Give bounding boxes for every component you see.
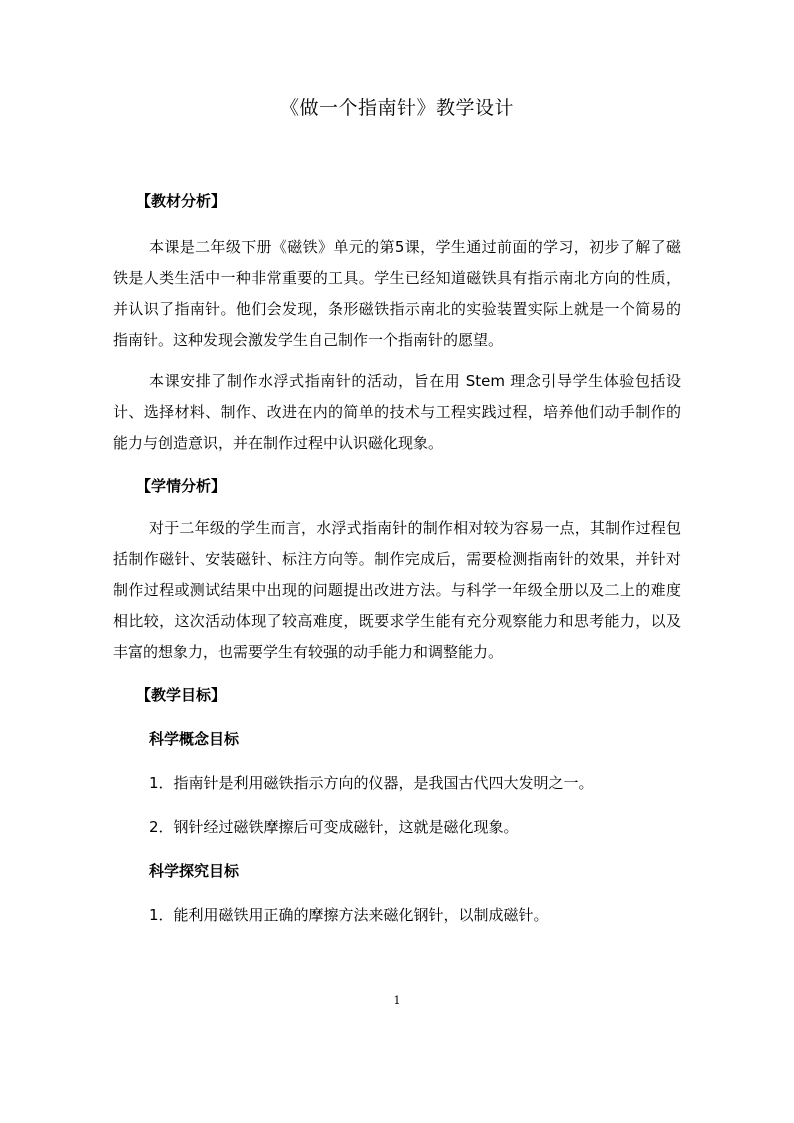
- material-analysis-heading: 【教材分析】: [136, 192, 227, 210]
- material-analysis-paragraph-2: 本课安排了制作水浮式指南针的活动，旨在用 Stem 理念引导学生体验包括设计、选择材料、制作、改进在内的简单的技术与工程实践过程，培养他们动手制作的能力与创造意识，并在制作过程中认识磁化现象。: [113, 372, 681, 452]
- document-title: 《做一个指南针》教学设计: [279, 97, 514, 119]
- page-number: 1: [393, 994, 401, 1007]
- inquiry-goal-item-1: 1．能利用磁铁用正确的摩擦方法来磁化钢针，以制成磁针。: [149, 906, 549, 924]
- student-analysis-paragraph-1: 对于二年级的学生而言，水浮式指南针的制作相对较为容易一点，其制作过程包括制作磁针、安装磁针、标注方向等。制作完成后，需要检测指南针的效果，并针对制作过程或测试结果中出现的问题提出改进方法。与科学一年级全册以及二上的难度相比较，这次活动体现了较高难度，既要求学生能有充分观察能力和思考能力，以及丰富的想象力，也需要学生有较强的动手能力和调整能力。: [113, 519, 681, 661]
- teaching-goals-heading: 【教学目标】: [136, 686, 227, 704]
- concept-goal-item-2: 2．钢针经过磁铁摩擦后可变成磁针，这就是磁化现象。: [149, 818, 519, 836]
- document-body: [113, 184, 681, 932]
- material-analysis-paragraph-1: 本课是二年级下册《磁铁》单元的第5课，学生通过前面的学习，初步了解了磁铁是人类生活中一种非常重要的工具。学生已经知道磁铁具有指示南北方向的性质，并认识了指南针。他们会发现，条形磁铁指示南北的实验装置实际上就是一个简易的指南针。这种发现会激发学生自己制作一个指南针的愿望。: [113, 238, 681, 349]
- concept-goal-item-1: 1．指南针是利用磁铁指示方向的仪器，是我国古代四大发明之一。: [149, 774, 594, 792]
- student-analysis-heading: 【学情分析】: [136, 477, 227, 495]
- inquiry-goals-subheading: 科学探究目标: [149, 862, 240, 880]
- concept-goals-subheading: 科学概念目标: [149, 730, 240, 748]
